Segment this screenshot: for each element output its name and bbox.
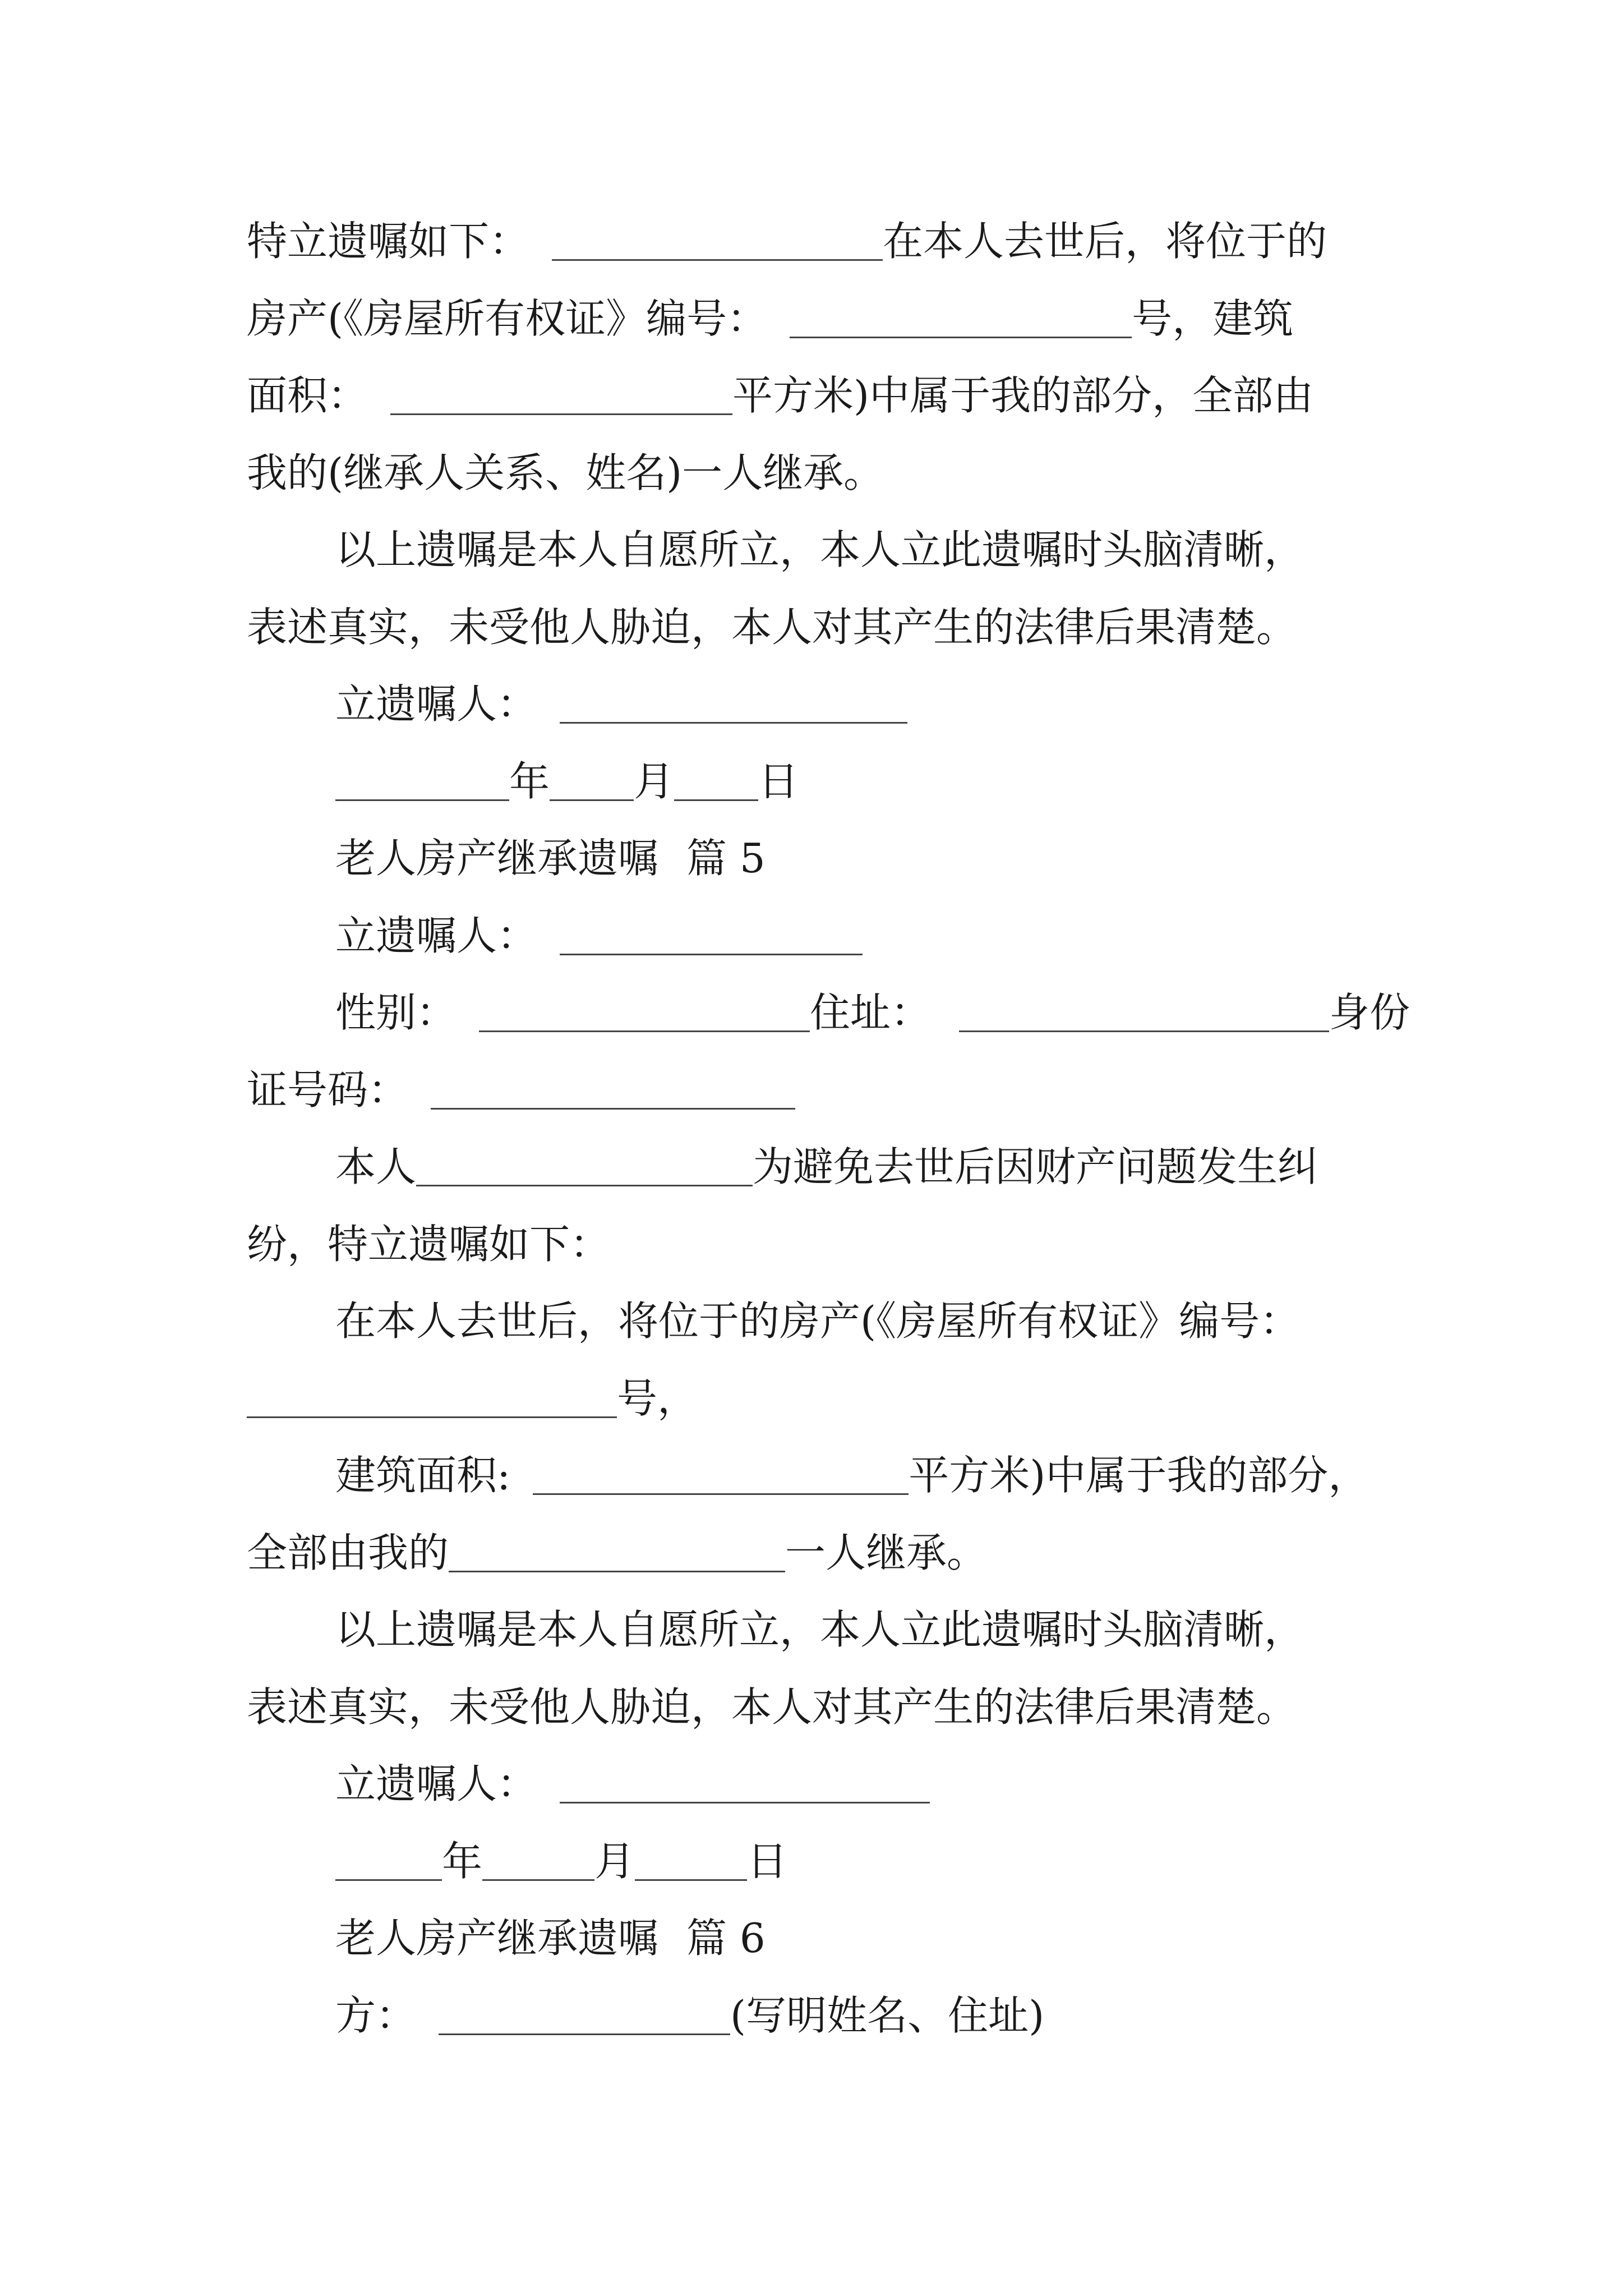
heading-title: 老人房产继承遗嘱 bbox=[335, 1915, 659, 1962]
will-text-line bbox=[335, 1447, 1368, 1503]
form-line bbox=[335, 1987, 1044, 2044]
day-blank[interactable] bbox=[635, 1842, 747, 1881]
month-label: 月 bbox=[594, 1838, 635, 1885]
text-segment: 表述真实，未受他人胁迫，本人对其产生的法律后果清楚。 bbox=[247, 1683, 1297, 1731]
form-line bbox=[335, 984, 1410, 1041]
testator-signature-blank[interactable] bbox=[560, 1765, 930, 1803]
text-segment: 立遗嘱人： bbox=[335, 680, 538, 728]
month-blank[interactable] bbox=[482, 1842, 594, 1881]
party-label: 方： bbox=[335, 1992, 417, 2039]
text-segment: (写明姓名、住址) bbox=[730, 1992, 1045, 2039]
text-segment: 面积： bbox=[247, 372, 368, 419]
date-line bbox=[335, 1833, 787, 1889]
will-text-line bbox=[335, 1139, 1318, 1195]
heading-title: 老人房产继承遗嘱 bbox=[335, 835, 659, 882]
heading-number: 篇 5 bbox=[686, 835, 766, 882]
will-text-line bbox=[335, 522, 1304, 578]
text-segment: 立遗嘱人： bbox=[335, 912, 538, 959]
section-heading bbox=[335, 1910, 766, 1966]
will-text-line bbox=[247, 213, 1327, 269]
signature-line bbox=[335, 908, 863, 964]
will-text-line bbox=[247, 1525, 987, 1581]
year-blank[interactable] bbox=[335, 762, 509, 801]
day-label: 日 bbox=[747, 1838, 788, 1885]
text-segment: 立遗嘱人： bbox=[335, 1760, 538, 1807]
fill-in-blank[interactable] bbox=[390, 376, 732, 415]
id-number-label: 证号码： bbox=[247, 1066, 409, 1114]
signature-line bbox=[335, 1756, 930, 1812]
fill-in-blank[interactable] bbox=[790, 300, 1132, 338]
text-segment: 房产(《房屋所有权证》编号： bbox=[247, 295, 768, 342]
text-segment: 在本人去世后，将位于的 bbox=[883, 218, 1327, 265]
certificate-number-blank[interactable] bbox=[247, 1379, 617, 1418]
text-segment: 纷，特立遗嘱如下： bbox=[247, 1221, 611, 1268]
date-line bbox=[335, 753, 799, 809]
party-blank[interactable] bbox=[439, 1996, 730, 2035]
area-blank[interactable] bbox=[533, 1456, 909, 1495]
will-text-line bbox=[247, 445, 884, 501]
day-label: 日 bbox=[758, 758, 799, 805]
text-segment: 在本人去世后，将位于的房产(《房屋所有权证》编号： bbox=[335, 1297, 1301, 1345]
text-segment: 一人继承。 bbox=[785, 1529, 988, 1576]
month-blank[interactable] bbox=[550, 762, 634, 801]
testator-signature-blank[interactable] bbox=[560, 685, 907, 724]
text-segment: 特立遗嘱如下： bbox=[247, 218, 530, 265]
day-blank[interactable] bbox=[674, 762, 758, 801]
text-segment: 平方米)中属于我的部分， bbox=[909, 1452, 1369, 1499]
signature-line bbox=[335, 676, 907, 732]
fill-in-blank[interactable] bbox=[552, 222, 883, 261]
text-segment: 号，建筑 bbox=[1132, 295, 1294, 342]
text-segment: 为避免去世后因财产问题发生纠 bbox=[753, 1143, 1318, 1190]
fill-in-blank[interactable] bbox=[416, 1148, 753, 1186]
address-label: 住址： bbox=[810, 989, 932, 1036]
month-label: 月 bbox=[634, 758, 675, 805]
testator-name-blank[interactable] bbox=[560, 917, 863, 955]
heir-blank[interactable] bbox=[449, 1534, 785, 1572]
id-number-blank[interactable] bbox=[431, 1071, 795, 1110]
will-text-line bbox=[247, 1679, 1297, 1735]
text-segment: 表述真实，未受他人胁迫，本人对其产生的法律后果清楚。 bbox=[247, 604, 1297, 651]
text-segment: 号， bbox=[617, 1375, 698, 1422]
text-segment: 我的(继承人关系、姓名)一人继承。 bbox=[247, 449, 884, 496]
will-text-line bbox=[247, 367, 1313, 424]
heading-number: 篇 6 bbox=[686, 1915, 766, 1962]
gender-blank[interactable] bbox=[479, 993, 810, 1032]
text-segment: 以上遗嘱是本人自愿所立，本人立此遗嘱时头脑清晰， bbox=[335, 1606, 1305, 1653]
text-segment: 以上遗嘱是本人自愿所立，本人立此遗嘱时头脑清晰， bbox=[335, 526, 1305, 573]
gender-label: 性别： bbox=[335, 989, 457, 1036]
year-blank[interactable] bbox=[335, 1842, 442, 1881]
text-segment: 身份 bbox=[1329, 989, 1410, 1036]
will-text-line bbox=[335, 1293, 1300, 1349]
will-text-line bbox=[335, 1602, 1304, 1658]
text-segment: 平方米)中属于我的部分，全部由 bbox=[732, 372, 1314, 419]
year-label: 年 bbox=[509, 758, 550, 805]
will-text-line bbox=[247, 291, 1293, 347]
year-label: 年 bbox=[442, 1838, 483, 1885]
will-text-line bbox=[247, 1370, 698, 1427]
text-segment: 全部由我的 bbox=[247, 1529, 449, 1576]
form-line bbox=[247, 1062, 795, 1118]
text-segment: 本人 bbox=[335, 1143, 417, 1190]
address-blank[interactable] bbox=[959, 993, 1329, 1032]
will-text-line bbox=[247, 599, 1297, 655]
section-heading bbox=[335, 830, 766, 886]
will-text-line bbox=[247, 1216, 610, 1272]
text-segment: 建筑面积: bbox=[335, 1452, 511, 1499]
